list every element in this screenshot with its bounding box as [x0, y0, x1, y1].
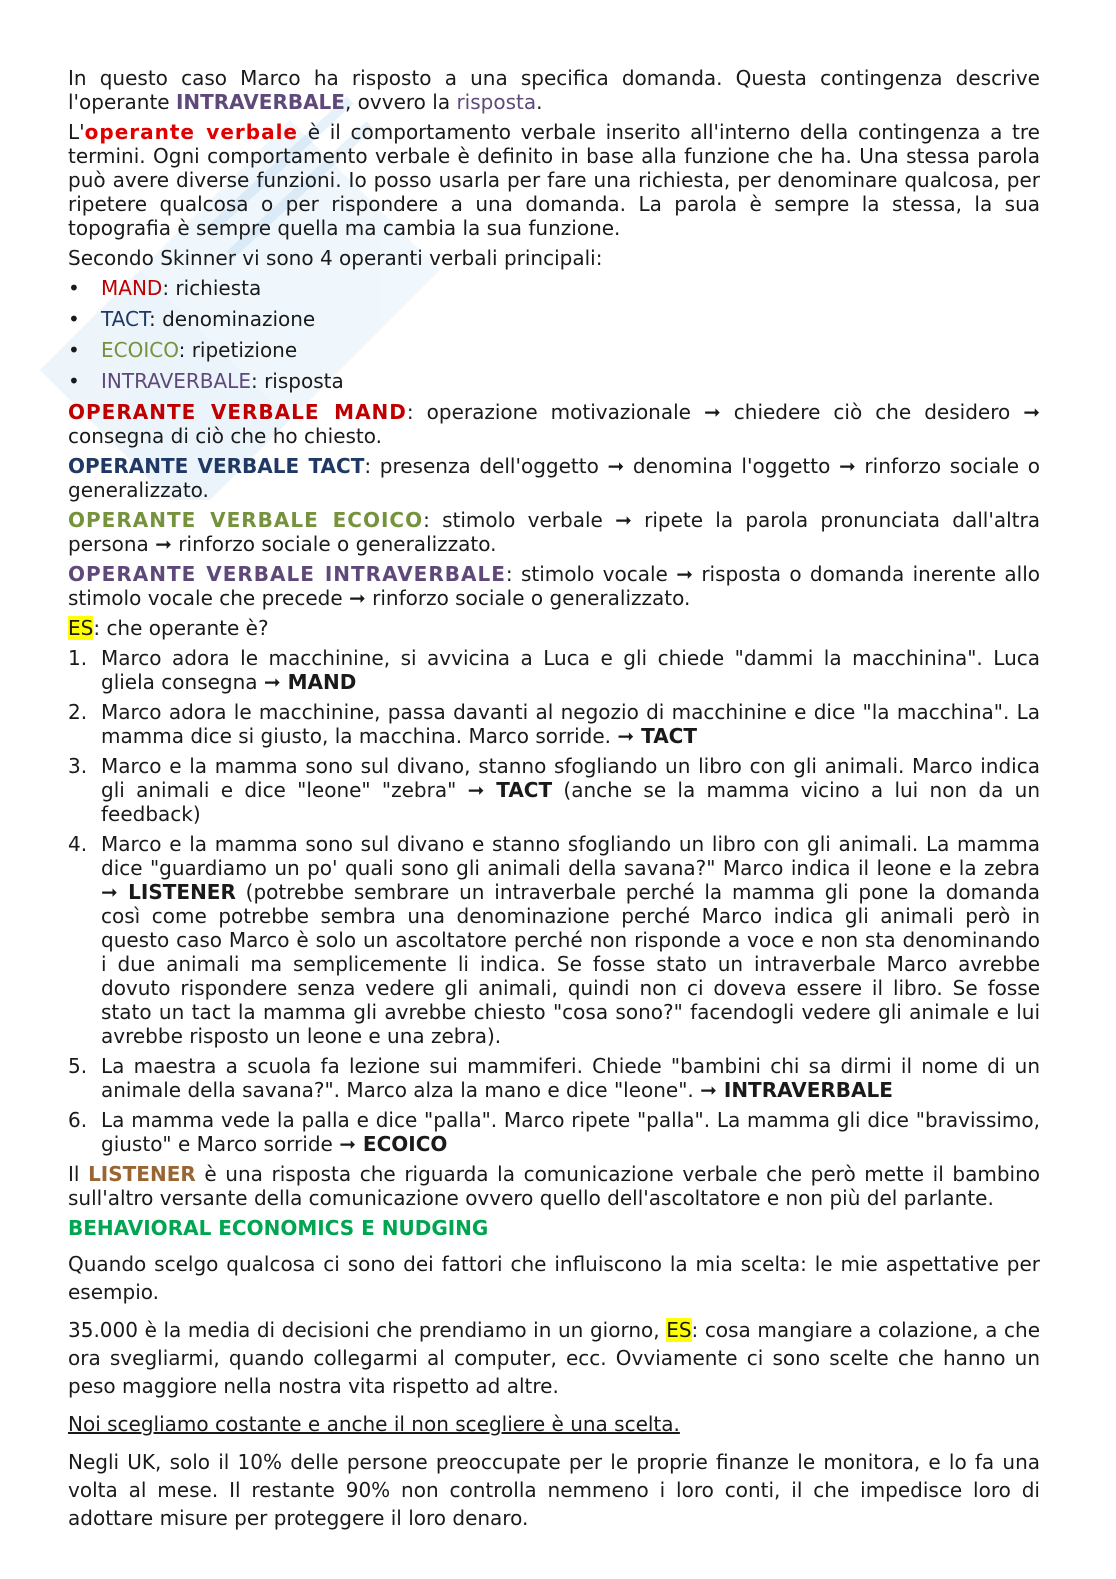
operante-ecoico-paragraph: OPERANTE VERBALE ECOICO: stimolo verbale ➞ ripete la parola pronunciata dall'altra persona ➞ rinforzo sociale o generalizzato.: [68, 508, 1040, 556]
keyword-risposta: risposta: [456, 90, 537, 114]
list-item: 6. La mamma vede la palla e dice "palla". Marco ripete "palla". La mamma gli dice "bravissimo, giusto" e Marco sorride ➞ ECOICO: [68, 1108, 1040, 1156]
listener-paragraph: Il LISTENER è una risposta che riguarda la comunicazione verbale che però mette il bambino sull'altro versante della comunicazione ovvero quello dell'ascoltatore e non più del parlante.: [68, 1162, 1041, 1210]
document-body: [68, 66, 1040, 1538]
list-item: 3. Marco e la mamma sono sul divano, stanno sfogliando un libro con gli animali. Marco indica gli animali e dice "leone" "zebra" ➞ TACT (anche se la mamma vicino a lui non da un feedback): [68, 754, 1040, 826]
list-item: 4. Marco e la mamma sono sul divano e stanno sfogliando un libro con gli animali. La mamma dice "guardiamo un po' quali sono gli animali della savana?" Marco indica il leone e la zebra ➞ LISTENER (potrebbe sembrare un intraverbale perché la mamma gli pone la domanda così come potrebbe sembra una denominazione perché Marco indica gli animali però in questo caso Marco è solo un ascoltatore perché non risponde a voce e non sta denominando i due animali ma semplicemente li indica. Se fosse stato un intraverbale Marco avrebbe dovuto rispondere senza vedere gli animali, quindi non ci doveva essere il libro. Se fosse stato un tact la mamma gli avrebbe chiesto "cosa sono?" facendogli vedere gli animale e lui avrebbe risposto un leone e una zebra).: [68, 832, 1041, 1048]
uk-paragraph: Negli UK, solo il 10% delle persone preoccupate per le proprie finanze le monitora, e lo fa una volta al mese. Il restante 90% non controlla nemmeno i loro conti, il che impedisce loro di adottare misure per proteggere il loro denaro.: [68, 1450, 1040, 1530]
examples-list: [68, 646, 1040, 1156]
list-item: • MAND: richiesta: [68, 276, 1040, 300]
scelta-paragraph: Quando scelgo qualcosa ci sono dei fattori che influiscono la mia scelta: le mie aspettative per esempio.: [68, 1252, 1040, 1304]
operanti-list: [68, 276, 1040, 393]
operante-mand-paragraph: OPERANTE VERBALE MAND: operazione motivazionale ➞ chiedere ciò che desidero ➞ consegna di ciò che ho chiesto.: [68, 400, 1041, 448]
list-item: • ECOICO: ripetizione: [68, 338, 1040, 362]
skinner-paragraph: Secondo Skinner vi sono 4 operanti verbali principali:: [68, 246, 603, 270]
keyword-listener: LISTENER: [88, 1162, 196, 1186]
operante-verbale-paragraph: L'operante verbale è il comportamento verbale inserito all'interno della contingenza a tre termini. Ogni comportamento verbale è definito in base alla funzione che ha. Una stessa parola può avere diverse funzioni. Io posso usarla per fare una richiesta, per denominare qualcosa, per ripetere qualcosa o per rispondere a una domanda. La parola è sempre la stessa, la sua topografia è sempre quella ma cambia la sua funzione.: [68, 120, 1040, 240]
operante-tact-paragraph: OPERANTE VERBALE TACT: presenza dell'oggetto ➞ denomina l'oggetto ➞ rinforzo sociale o generalizzato.: [68, 454, 1040, 502]
decisioni-paragraph: 35.000 è la media di decisioni che prendiamo in un giorno, ES: cosa mangiare a colazione, a che ora svegliarmi, quando collegarmi al computer, ecc. Ovviamente ci sono scelte che hanno un peso maggiore nella nostra vita rispetto ad altre.: [68, 1318, 1041, 1398]
list-item: • INTRAVERBALE: risposta: [68, 369, 1040, 393]
intro-paragraph: In questo caso Marco ha risposto a una specifica domanda. Questa contingenza descrive l'operante INTRAVERBALE, ovvero la risposta.: [68, 66, 1040, 114]
section-heading: BEHAVIORAL ECONOMICS E NUDGING: [68, 1216, 489, 1240]
es-highlight: ES: [68, 616, 94, 640]
keyword-operante-verbale: operante verbale: [84, 120, 298, 144]
list-item: 2. Marco adora le macchinine, passa davanti al negozio di macchinine e dice "la macchina". La mamma dice si giusto, la macchina. Marco sorride. ➞ TACT: [68, 700, 1040, 748]
operante-intraverbale-paragraph: OPERANTE VERBALE INTRAVERBALE: stimolo vocale ➞ risposta o domanda inerente allo stimolo vocale che precede ➞ rinforzo sociale o generalizzato.: [68, 562, 1041, 610]
underlined-statement: Noi scegliamo costante e anche il non scegliere è una scelta.: [68, 1412, 680, 1436]
esempio-heading: ES: che operante è?: [68, 616, 269, 640]
list-item: 5. La maestra a scuola fa lezione sui mammiferi. Chiede "bambini chi sa dirmi il nome di un animale della savana?". Marco alza la mano e dice "leone". ➞ INTRAVERBALE: [68, 1054, 1040, 1102]
list-item: • TACT: denominazione: [68, 307, 1040, 331]
keyword-intraverbale: INTRAVERBALE: [175, 90, 345, 114]
list-item: 1. Marco adora le macchinine, si avvicina a Luca e gli chiede "dammi la macchinina". Luca gliela consegna ➞ MAND: [68, 646, 1040, 694]
es-highlight: ES: [666, 1318, 692, 1342]
